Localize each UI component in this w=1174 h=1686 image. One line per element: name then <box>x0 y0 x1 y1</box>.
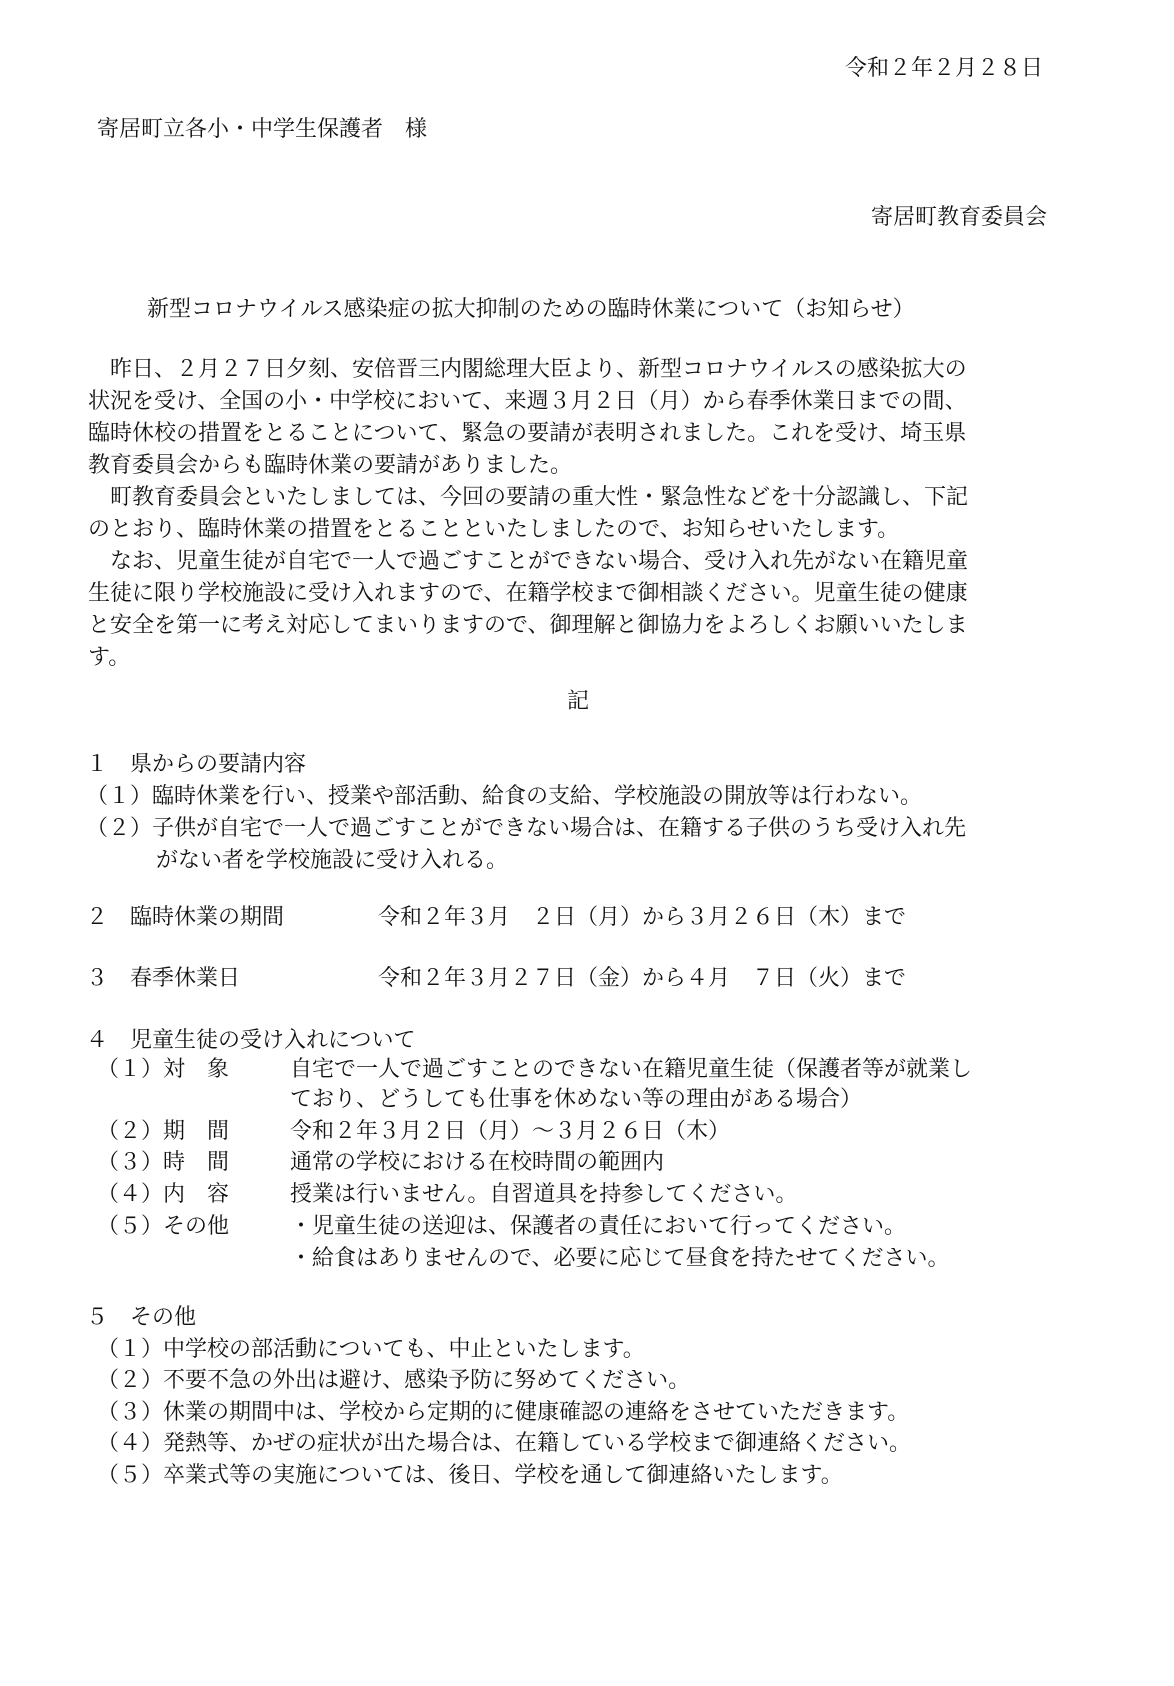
intro-line: 臨時休校の措置をとることについて、緊急の要請が表明されました。これを受け、埼玉県 <box>88 421 967 446</box>
section-4-row-text: 自宅で一人で過ごすことのできない在籍児童生徒（保護者等が就業し <box>290 1057 973 1082</box>
section-4-row-label: （２）期 間 <box>97 1119 230 1144</box>
section-1-item: （２）子供が自宅で一人で過ごすことができない場合は、在籍する子供のうち受け入れ先 <box>86 816 967 841</box>
section-5-item: （１）中学校の部活動についても、中止といたします。 <box>97 1337 645 1362</box>
recipient: 寄居町立各小・中学生保護者 様 <box>97 117 428 142</box>
intro-line: なお、児童生徒が自宅で一人で過ごすことができない場合、受け入れ先がない在籍児童 <box>88 549 969 574</box>
section-1-item: （１）臨時休業を行い、授業や部活動、給食の支給、学校施設の開放等は行わない。 <box>86 784 923 809</box>
section-4-row-text: 授業は行いません。自習道具を持参してください。 <box>290 1182 798 1207</box>
document-title: 新型コロナウイルス感染症の拡大抑制のための臨時休業について（お知らせ） <box>147 297 915 322</box>
section-4-row-text: 令和２年３月２日（月）～３月２６日（木） <box>290 1119 731 1144</box>
intro-line: 町教育委員会といたしましては、今回の要請の重大性・緊急性などを十分認識し、下記 <box>88 485 969 510</box>
section-4-row-label: （１）対 象 <box>97 1057 230 1082</box>
intro-block <box>88 354 1078 674</box>
section-5-item: （３）休業の期間中は、学校から定期的に健康確認の連絡をさせていただきます。 <box>97 1400 910 1425</box>
section-4-row-text: ており、どうしても仕事を休めない等の理由がある場合） <box>290 1087 863 1112</box>
section-4-row-text: 通常の学校における在校時間の範囲内 <box>290 1150 665 1175</box>
intro-line: 状況を受け、全国の小・中学校において、来週３月２日（月）から春季休業日までの間、 <box>88 389 967 414</box>
section-4-heading: ４ 児童生徒の受け入れについて <box>86 1028 416 1053</box>
section-3-label: ３ 春季休業日 <box>86 966 241 991</box>
section-4-row-label: （４）内 容 <box>97 1182 230 1207</box>
section-5-item: （５）卒業式等の実施については、後日、学校を通して御連絡いたします。 <box>97 1463 843 1488</box>
ki-heading: 記 <box>567 689 590 714</box>
section-3-value: 令和２年３月２７日（金）から４月 ７日（火）まで <box>378 966 907 991</box>
section-5-item: （２）不要不急の外出は避け、感染予防に努めてください。 <box>97 1368 691 1393</box>
section-2-value: 令和２年３月 ２日（月）から３月２６日（木）まで <box>378 905 907 930</box>
section-4-row-text: ・給食はありませんので、必要に応じて昼食を持たせてください。 <box>290 1246 950 1271</box>
intro-line: す。 <box>88 645 131 670</box>
intro-line: のとおり、臨時休業の措置をとることといたしましたので、お知らせいたします。 <box>88 517 900 542</box>
section-5-heading: ５ その他 <box>86 1305 197 1330</box>
section-4-row-text: ・児童生徒の送迎は、保護者の責任において行ってください。 <box>290 1214 907 1239</box>
section-2-label: ２ 臨時休業の期間 <box>86 905 285 930</box>
date: 令和２年２月２８日 <box>844 56 1043 81</box>
section-5-item: （４）発熱等、かぜの症状が出た場合は、在籍している学校まで御連絡ください。 <box>97 1431 912 1456</box>
section-4-row-label: （５）その他 <box>97 1214 230 1239</box>
intro-line: 生徒に限り学校施設に受け入れますので、在籍学校まで御相談ください。児童生徒の健康 <box>88 581 968 606</box>
intro-line: 昨日、２月２７日夕刻、安倍晋三内閣総理大臣より、新型コロナウイルスの感染拡大の <box>88 357 967 382</box>
intro-line: と安全を第一に考え対応してまいりますので、御理解と御協力をよろしくお願いいたしま <box>88 613 968 638</box>
section-1-item-continued: がない者を学校施設に受け入れる。 <box>156 848 509 873</box>
section-4-row-label: （３）時 間 <box>97 1150 230 1175</box>
intro-line: 教育委員会からも臨時休業の要請がありました。 <box>88 453 573 478</box>
sender: 寄居町教育委員会 <box>870 205 1047 230</box>
section-1-heading: １ 県からの要請内容 <box>86 752 307 777</box>
